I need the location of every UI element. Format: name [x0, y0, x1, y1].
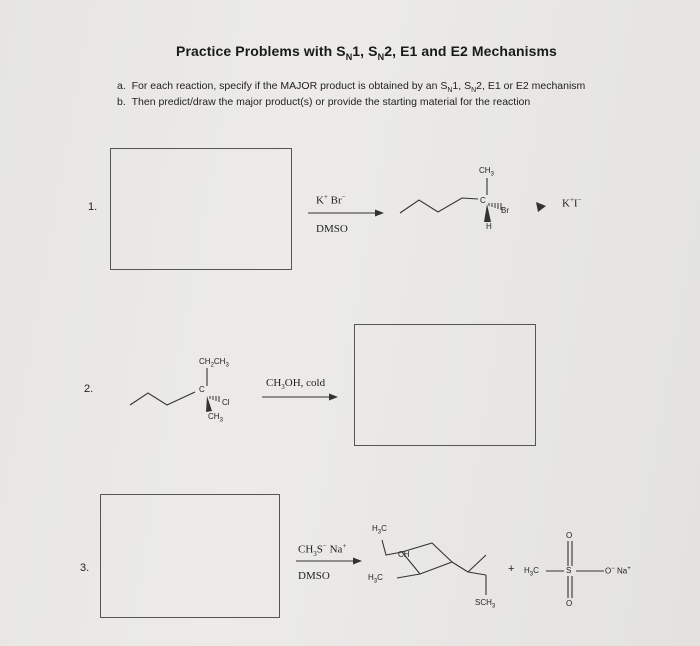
start-2-hashed-bond [210, 396, 219, 402]
problem-number-1: 1. [88, 201, 98, 213]
product-1-br-label: Br [501, 206, 509, 215]
plus-sign-3: + [508, 563, 515, 575]
product-3-h3c-top-label: $H_3C$ [372, 524, 387, 536]
byproduct-3-s-label: S [566, 566, 572, 575]
instruction-a: a. For each reaction, specify if the MAJOR product is obtained by an $S_N1$, $S_N2$, E1 or E2 mechanism [117, 80, 586, 95]
start-2-wedge-bond [206, 396, 212, 412]
product-3-sch3-label: $SCH_3$ [475, 598, 496, 610]
byproduct-3-h3c-label: $H_3C$ [524, 566, 539, 578]
byproduct-3-mesylate [546, 541, 604, 598]
reaction-arrow-1 [308, 210, 384, 217]
byproduct-3-o-bottom-label: O [566, 599, 573, 608]
start-2-cl-label: Cl [222, 398, 230, 407]
start-2-ethyl-label: $CH_2CH_3$ [199, 357, 229, 369]
product-3-ch-label: CH [398, 550, 410, 559]
start-2-ch3-label: $CH_3$ [208, 412, 223, 424]
product-1-skeleton [400, 178, 487, 213]
solvent-1-dmso: DMSO [316, 223, 348, 235]
reagent-2-methanol-cold: $CH_3OH$, cold [266, 377, 326, 392]
plus-mark-1 [536, 202, 546, 212]
product-1-h-label: H [486, 222, 492, 231]
product-3-chair [382, 540, 486, 595]
reagent-1-kbr: K+ Br− [316, 193, 346, 207]
solvent-3-dmso: DMSO [298, 570, 330, 582]
reaction-arrow-2 [262, 394, 338, 401]
instruction-b: b. Then predict/draw the major product(s) or provide the starting material for the reaction [117, 96, 531, 108]
product-3-h3c-left-label: $H_3C$ [368, 573, 383, 585]
product-1-ch3-label: $CH_3$ [479, 166, 494, 178]
problem-number-2: 2. [84, 383, 94, 395]
reagent-3-sodium-methanethiolate: $CH_3S^-$ Na+ [298, 542, 347, 558]
reaction-arrow-3 [296, 558, 362, 565]
product-1-c-label: C [480, 196, 486, 205]
byproduct-1-ki: K+I− [562, 196, 582, 210]
product-1-wedge-bond [484, 204, 491, 222]
problem-number-3: 3. [80, 562, 90, 574]
product-1-hashed-bond [489, 203, 501, 210]
start-2-c-label: C [199, 385, 205, 394]
byproduct-3-o-top-label: O [566, 531, 573, 540]
byproduct-3-o-na-label: O− Na+ [605, 566, 631, 576]
page-title: Practice Problems with $S_N1$, $S_N2$, E1 and E2 Mechanisms [176, 43, 557, 62]
start-2-skeleton [130, 368, 207, 405]
